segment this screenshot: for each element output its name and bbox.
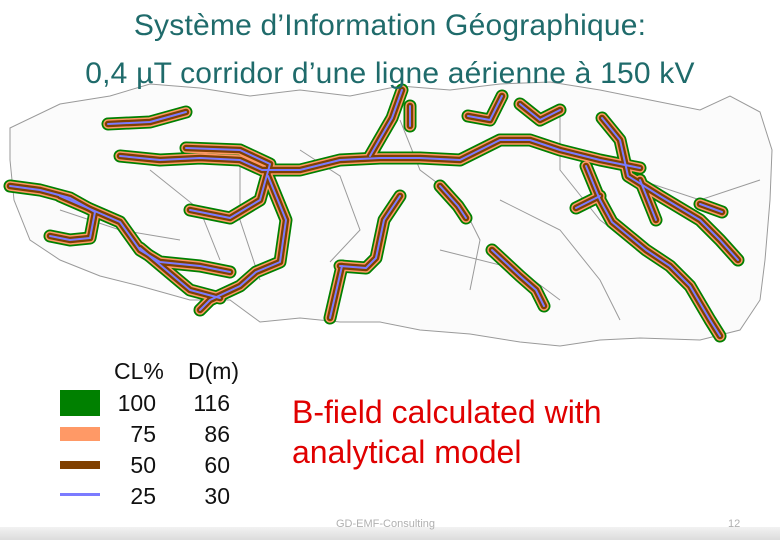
page-number: 12 [728,518,741,530]
model-callout [292,392,601,472]
legend-d-86: 86 [204,421,230,447]
legend-cl-25: 25 [130,483,156,509]
slide-title-line1: Système d’Information Géographique: [133,9,647,42]
legend-swatch-25 [60,493,100,496]
footer-text: GD-EMF-Consulting [336,518,436,530]
legend-header-cl: CL% [114,358,164,384]
callout-line2: analytical model [292,434,522,470]
callout-line1: B-field calculated with [292,394,602,430]
legend-cl-50: 50 [130,452,156,478]
legend-swatch-50 [60,461,100,469]
legend-d-60: 60 [204,452,230,478]
legend-header-d: D(m) [188,358,240,384]
legend-swatch-75 [60,427,100,441]
slide-title-line2: 0,4 µT corridor d’une ligne aérienne à 150 kV [85,57,695,90]
legend-cl-100: 100 [117,390,156,416]
legend-d-30: 30 [204,483,230,509]
legend-swatch-100 [60,390,100,416]
legend-d-116: 116 [193,390,230,416]
legend-cl-75: 75 [130,421,156,447]
